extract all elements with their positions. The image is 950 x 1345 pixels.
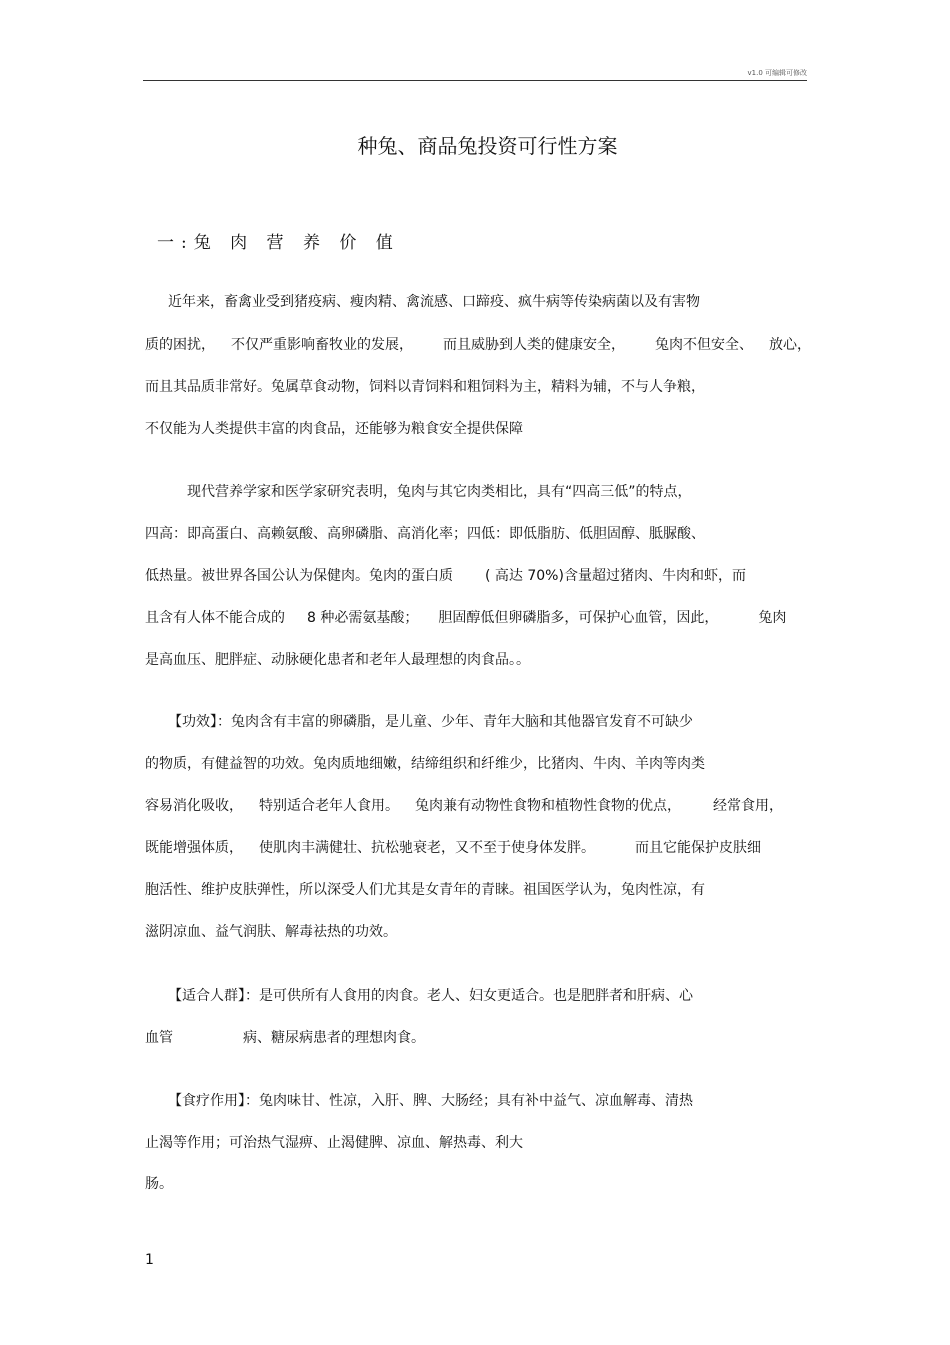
p1-line-1: 近年来，畜禽业受到猪疫病、瘦肉精、禽流感、口蹄疫、疯牛病等传染病菌以及有害物: [168, 294, 700, 310]
p3-line-3a: 容易消化吸收，: [145, 798, 243, 814]
p3-line-3d: 经常食用，: [713, 798, 783, 814]
p2-line-4a: 且含有人体不能合成的: [145, 610, 285, 626]
p2-line-2: 四高：即高蛋白、高赖氨酸、高卵磷脂、高消化率；四低：即低脂肪、低胆固醇、胝脲酸、: [145, 526, 705, 542]
p4-line-2: [145, 1028, 425, 1048]
p3-line-4b: 使肌肉丰满健壮、抗松驰衰老，又不至于使身体发胖。: [259, 840, 595, 856]
p3-line-3: [145, 796, 783, 816]
header-version-note: v1.0 可编辑可修改: [747, 69, 807, 77]
p3-line-4: [145, 838, 761, 858]
p2-line-3b: ( 高达 70%)含量超过猪肉、牛肉和虾，而: [485, 568, 746, 584]
p3-line-3b: 特别适合老年人食用。: [259, 798, 399, 814]
p2-line-4: [145, 608, 786, 628]
p4-line-1: 【适合人群】：是可供所有人食用的肉食。老人、妇女更适合。也是肥胖者和肝病、心: [168, 988, 693, 1004]
p3-line-4a: 既能增强体质，: [145, 840, 243, 856]
p1-line-2c: 而且威胁到人类的健康安全，: [443, 337, 625, 353]
p1-line-2d: 兔肉不但安全、: [655, 337, 753, 353]
p5-line-3: 肠。: [145, 1176, 173, 1192]
p1-line-3: 而且其品质非常好。兔属草食动物，饲料以青饲料和粗饲料为主，精料为辅，不与人争粮，: [145, 379, 705, 395]
p4-line-2b: 病、糖尿病患者的理想肉食。: [243, 1030, 425, 1046]
p2-line-4c: 胆固醇低但卵磷脂多，可保护心血管，因此，: [438, 610, 719, 626]
p5-line-1: 【食疗作用】：兔肉味甘、性凉，入肝、脾、大肠经；具有补中益气、凉血解毒、清热: [168, 1093, 693, 1109]
p3-line-5: 胞活性、维护皮肤弹性，所以深受人们尤其是女青年的青睐。祖国医学认为，兔肉性凉，有: [145, 882, 705, 898]
p1-line-2a: 质的困扰，: [145, 337, 215, 353]
section-heading: 一:兔 肉 营 养 价 值: [157, 233, 400, 253]
p2-line-3a: 低热量。被世界各国公认为保健肉。兔肉的蛋白质: [145, 568, 453, 584]
p4-line-2a: 血管: [145, 1030, 173, 1046]
header-rule: [143, 80, 807, 81]
document-title: 种兔、商品兔投资可行性方案: [357, 134, 618, 158]
p3-line-4c: 而且它能保护皮肤细: [635, 840, 761, 856]
p3-line-2: 的物质，有健益智的功效。兔肉质地细嫩，结缔组织和纤维少，比猪肉、牛肉、羊肉等肉类: [145, 756, 705, 772]
p3-line-3c: 兔肉兼有动物性食物和植物性食物的优点，: [415, 798, 681, 814]
p3-line-6: 滋阴凉血、益气润肤、解毒祛热的功效。: [145, 924, 397, 940]
p2-line-3: [145, 566, 746, 586]
p1-line-2: [145, 335, 811, 355]
p2-line-1: 现代营养学家和医学家研究表明，兔肉与其它肉类相比，具有“四高三低”的特点，: [187, 484, 692, 500]
p5-line-2: 止渴等作用；可治热气湿痹、止渴健脾、凉血、解热毒、利大: [145, 1135, 523, 1151]
p2-line-4d: 兔肉: [758, 610, 787, 626]
p2-line-4b: 8 种必需氨基酸；: [307, 610, 419, 626]
p2-line-5: 是高血压、肥胖症、动脉硬化患者和老年人最理想的肉食品。。: [145, 652, 530, 668]
p3-line-1: 【功效】：兔肉含有丰富的卵磷脂，是儿童、少年、青年大脑和其他器官发育不可缺少: [168, 714, 693, 730]
p1-line-4: 不仅能为人类提供丰富的肉食品，还能够为粮食安全提供保障: [145, 421, 523, 437]
page-number: 1: [145, 1252, 154, 1268]
p1-line-2b: 不仅严重影响畜牧业的发展，: [231, 337, 413, 353]
p1-line-2e: 放心，: [769, 337, 811, 353]
